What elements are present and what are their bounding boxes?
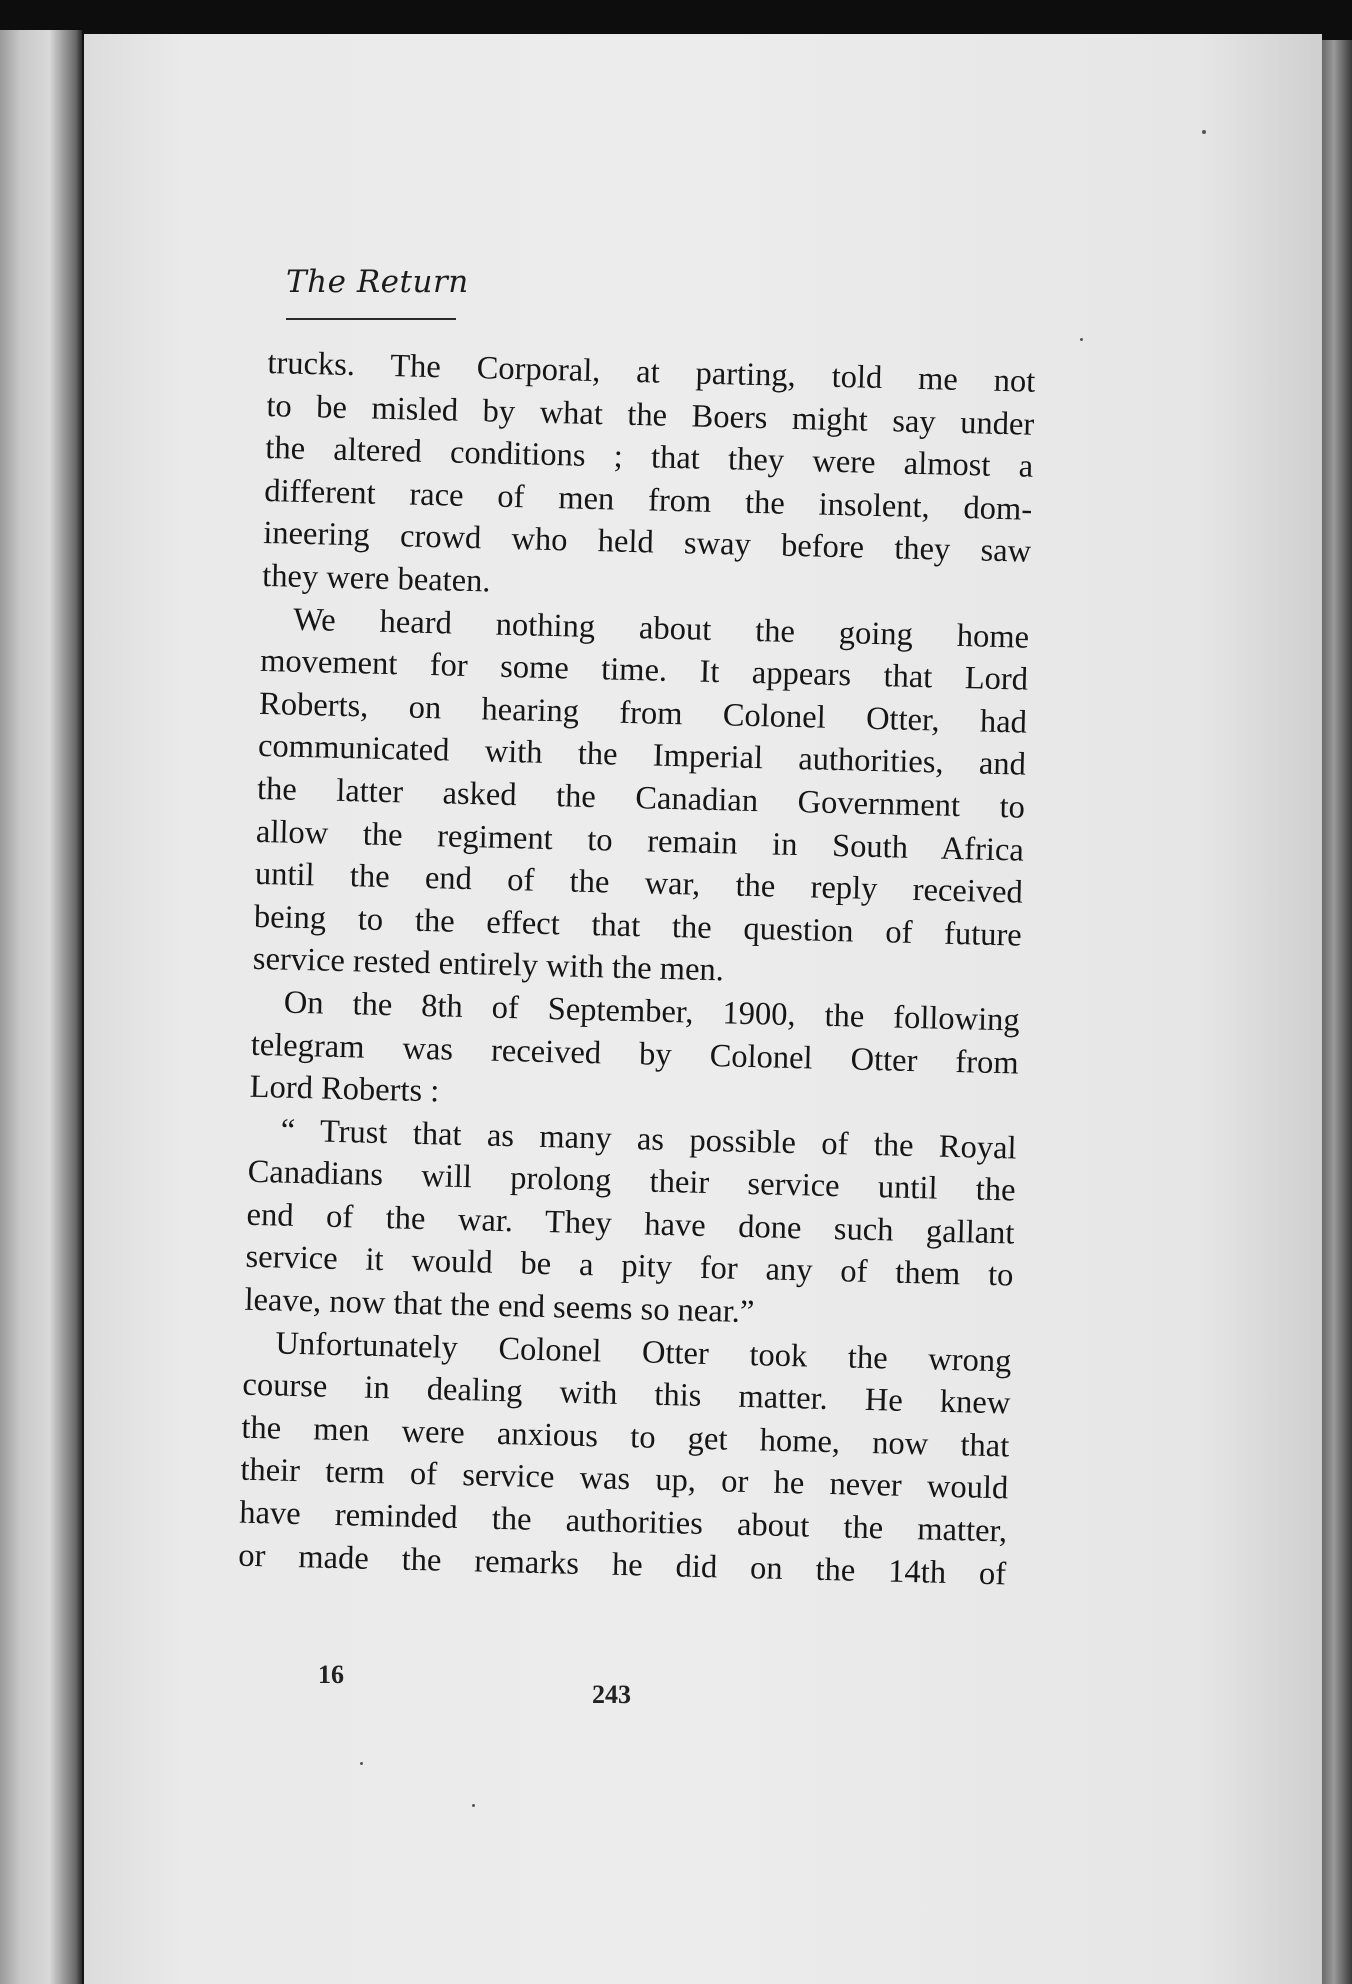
text-line: Lord Roberts : (249, 1068, 440, 1110)
text-line: telegram was received by Colonel Otter from (250, 1026, 1020, 1082)
dust-speck (360, 1762, 363, 1765)
text-line: service it would be a pity for any of them to (245, 1239, 1014, 1294)
book-edge (1322, 40, 1352, 1984)
text-line: allow the regiment to remain in South Africa (255, 813, 1025, 869)
text-line: or made the remarks he did on the 14th of (237, 1537, 1007, 1593)
text-line: Unfortunately Colonel Otter took the wrong (275, 1325, 1012, 1380)
text-line: end of the war. They have done such gallant (246, 1196, 1015, 1252)
running-head: The Return (286, 264, 469, 300)
text-line: have reminded the authorities about the matter, (238, 1494, 1008, 1550)
text-line: ineering crowd who held sway before they saw (262, 515, 1032, 571)
text-line: their term of service was up, or he never would (239, 1452, 1009, 1507)
signature-mark: 16 (318, 1660, 344, 1689)
text-line: “ Trust that as many as possible of the Royal (280, 1112, 1017, 1167)
text-line: Roberts, on hearing from Colonel Otter, had (258, 685, 1028, 741)
text-line: they were beaten. (261, 557, 491, 600)
text-line: service rested entirely with the men. (252, 941, 725, 989)
text-line: leave, now that the end seems so near.” (244, 1281, 755, 1331)
text-line: the latter asked the Canadian Government to (256, 770, 1026, 826)
text-line: movement for some time. It appears that Lord (259, 643, 1029, 698)
text-line: the men were anxious to get home, now that (241, 1409, 1010, 1465)
text-line: On the 8th of September, 1900, the following (283, 984, 1021, 1039)
text-line: being to the effect that the question of future (253, 898, 1023, 954)
dust-speck (1080, 338, 1083, 341)
text-line: We heard nothing about the going home (292, 601, 1030, 656)
body-text (238, 342, 1036, 1596)
facing-page-edge (0, 30, 82, 1984)
page-number: 243 (592, 1680, 631, 1709)
text-line: trucks. The Corporal, at parting, told me not (267, 344, 1036, 400)
running-head-rule (286, 318, 456, 320)
text-line: Canadians will prolong their service until the (247, 1154, 1016, 1209)
text-line: until the end of the war, the reply received (254, 855, 1024, 911)
dust-speck (1202, 130, 1206, 134)
text-line: the altered conditions ; that they were almost a (264, 430, 1034, 485)
text-line: different race of men from the insolent, dom- (263, 472, 1033, 528)
text-line: communicated with the Imperial authorities, and (257, 728, 1027, 783)
dust-speck (472, 1804, 475, 1807)
text-line: to be misled by what the Boers might say under (266, 387, 1035, 443)
text-line: course in dealing with this matter. He knew (242, 1366, 1011, 1422)
